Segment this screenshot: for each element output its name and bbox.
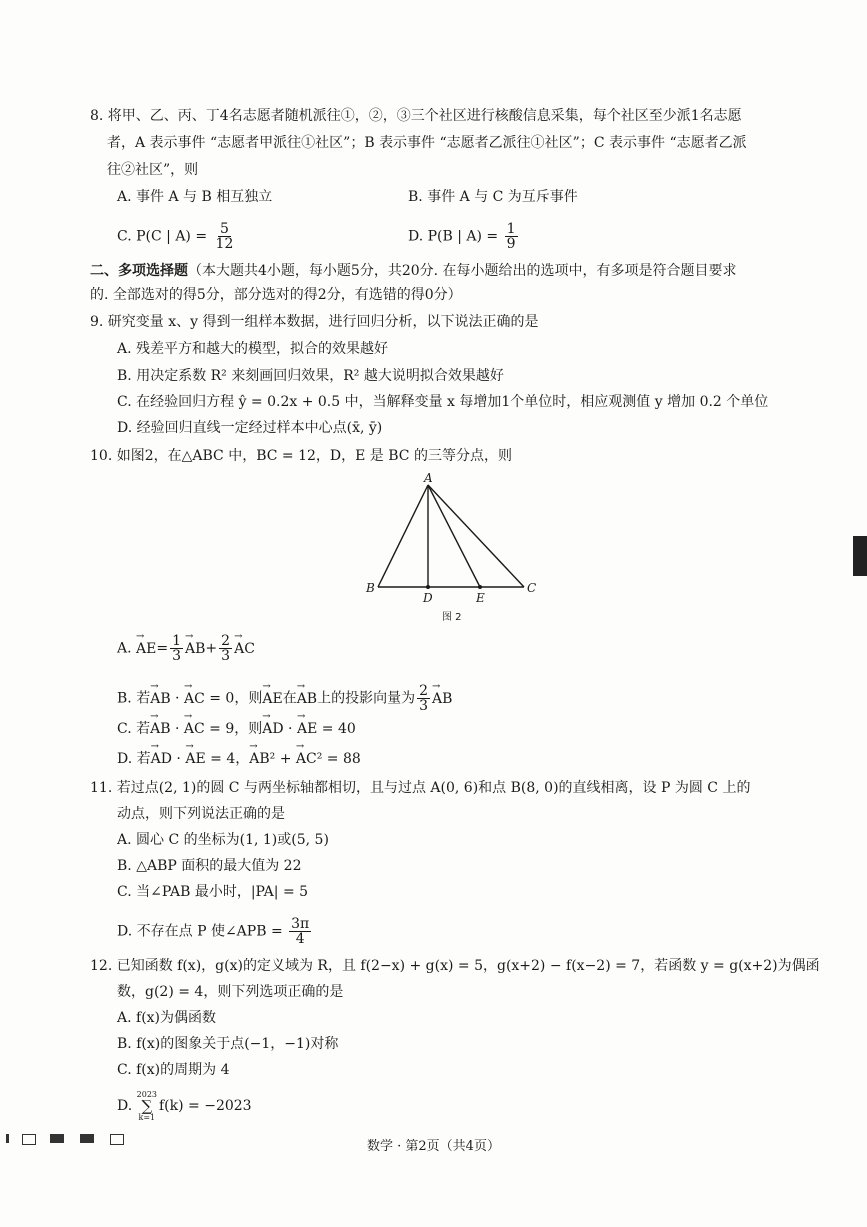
fraction-denominator: 9 — [506, 236, 516, 252]
vector-ab: → AB — [297, 689, 317, 709]
q12-option-a: A. f(x)为偶函数 — [117, 1010, 217, 1026]
plus-sign: + — [205, 640, 218, 657]
label-d: D — [423, 591, 433, 605]
q9-option-a: A. 残差平方和越大的模型，拟合的效果越好 — [117, 341, 389, 357]
q8-stem-line2: 者，A 表示事件 “志愿者甲派往①社区”；B 表示事件 “志愿者乙派往①社区”；C 表示事件 “志愿者乙派 — [107, 135, 747, 151]
text: = 4， — [205, 751, 250, 767]
q8-option-c — [117, 222, 237, 251]
label-c: C — [527, 581, 537, 595]
figure-caption: 图 2 — [442, 612, 462, 623]
fraction-denominator: 3 — [221, 648, 231, 664]
text: = 9，则 — [204, 721, 263, 737]
q8-option-d-prefix: D. P(B | A) = — [408, 228, 499, 245]
section-2-desc: （本大题共4小题，每小题5分，共20分. 在每小题给出的选项中，有多项是符合题目要求 — [188, 263, 737, 279]
section-2-heading-line2: 的. 全部选对的得5分，部分选对的得2分，有选错的得0分） — [90, 287, 462, 303]
q11-option-d — [117, 917, 313, 946]
q8-option-d-fraction — [505, 222, 518, 251]
q8-option-d — [408, 222, 520, 251]
fraction-numerator: 1 — [172, 633, 182, 649]
q8-stem-line3: 往②社区”，则 — [107, 162, 199, 178]
dot-operator: · — [170, 690, 184, 707]
q8-option-a: A. 事件 A 与 B 相互独立 — [117, 189, 273, 205]
side-ab — [378, 485, 428, 587]
q10-option-b — [117, 684, 452, 713]
fraction-denominator: 12 — [215, 236, 234, 252]
label-b: B — [366, 581, 375, 595]
text: D. 不存在点 P 使∠APB = — [117, 923, 283, 940]
equals-sign: = — [156, 640, 169, 657]
text: = 88 — [322, 751, 361, 767]
q12-option-c: C. f(x)的周期为 4 — [117, 1062, 230, 1078]
q9-option-c: C. 在经验回归方程 ŷ = 0.2x + 0.5 中，当解释变量 x 每增加1个单位时，相应观测值 y 增加 0.2 个单位 — [117, 394, 769, 410]
dot-operator: · — [283, 721, 297, 737]
q11-option-c: C. 当∠PAB 最小时，|PA| = 5 — [117, 884, 309, 900]
text: B. 若 — [117, 690, 151, 707]
fraction-denominator: 3 — [419, 698, 429, 714]
vector-ac: → AC — [184, 689, 205, 709]
q11-stem-line1: 11. 若过点(2, 1)的圆 C 与两坐标轴都相切，且与过点 A(0, 6)和点 B(8, 0)的直线相离，设 P 为圆 C 上的 — [90, 780, 751, 796]
q8-option-c-fraction — [214, 222, 236, 251]
vector-ab-squared: → AB² — [249, 749, 275, 769]
sigma-symbol: ∑ — [141, 1097, 153, 1115]
vector-ac-squared: → AC² — [296, 749, 322, 769]
label-e: E — [476, 591, 485, 605]
fraction-numerator: 2 — [221, 633, 231, 649]
plus-sign: + — [275, 751, 296, 767]
point-e — [478, 585, 482, 589]
vector-ae: → AE — [136, 639, 156, 659]
vector-ae: → AE — [297, 719, 317, 739]
page-number: 数学 · 第2页（共4页） — [367, 1139, 500, 1154]
q12-option-b: B. f(x)的图象关于点(−1，−1)对称 — [117, 1036, 339, 1052]
q8-option-b: B. 事件 A 与 C 为互斥事件 — [408, 189, 578, 205]
text: = 0，则 — [204, 690, 263, 707]
sum-upper-limit: 2023 — [136, 1090, 157, 1099]
vector-ae: → AE — [185, 749, 205, 769]
dot-operator: · — [171, 751, 186, 767]
text: = 40 — [317, 721, 356, 737]
point-d — [426, 585, 430, 589]
q10-option-c — [117, 719, 356, 739]
section-2-heading-line1 — [90, 261, 737, 281]
text: 上的投影向量为 — [317, 690, 416, 707]
fraction-numerator: 1 — [506, 221, 516, 237]
side-ac — [428, 485, 524, 587]
vector-ab: → AB — [185, 639, 205, 659]
vector-ab: → AB — [150, 719, 170, 739]
vector-ad: → AD — [151, 749, 172, 769]
q11-stem-line2: 动点，则下列说法正确的是 — [117, 806, 285, 822]
text: 在 — [282, 690, 297, 707]
q12-stem-line1: 12. 已知函数 f(x)，g(x)的定义域为 R，且 f(2−x) + g(x) = 5，g(x+2) − f(x−2) = 7，若函数 y = g(x+2)为偶函 — [90, 958, 820, 974]
q9-stem: 9. 研究变量 x、y 得到一组样本数据，进行回归分析，以下说法正确的是 — [90, 314, 539, 330]
fraction-denominator: 4 — [295, 931, 305, 947]
text: C. 若 — [117, 721, 151, 737]
fraction-numerator: 2 — [419, 683, 429, 699]
text: f(k) = −2023 — [159, 1098, 252, 1114]
fraction — [219, 634, 232, 663]
section-2-title: 二、多项选择题 — [90, 263, 188, 279]
q9-option-d: D. 经验回归直线一定经过样本中心点(x̄, ȳ) — [117, 420, 383, 436]
fraction-numerator: 3π — [291, 916, 310, 932]
fraction — [289, 917, 311, 946]
vector-ab: → AB — [432, 689, 452, 709]
text: D. 若 — [117, 751, 151, 767]
option-prefix: D. — [117, 1098, 133, 1114]
label-a: A — [424, 471, 433, 485]
triangle-figure — [360, 470, 540, 630]
summation — [137, 1090, 157, 1122]
vector-ac: → AC — [184, 719, 205, 739]
q12-option-d — [117, 1090, 252, 1122]
fraction — [417, 684, 430, 713]
option-prefix: A. — [117, 640, 132, 657]
q9-option-b: B. 用决定系数 R² 来刻画回归效果，R² 越大说明拟合效果越好 — [117, 368, 504, 384]
segment-ae — [428, 485, 480, 587]
q12-stem-line2: 数，g(2) = 4，则下列选项正确的是 — [117, 984, 344, 1000]
side-tab-mark — [853, 536, 867, 576]
fraction — [170, 634, 183, 663]
fraction-denominator: 3 — [172, 648, 182, 664]
q10-stem: 10. 如图2，在△ABC 中，BC = 12，D，E 是 BC 的三等分点，则 — [90, 448, 512, 464]
vector-ab: → AB — [150, 689, 170, 709]
vector-ae: → AE — [262, 689, 282, 709]
q10-option-a — [117, 634, 255, 663]
sum-lower-limit: k=1 — [138, 1113, 156, 1122]
q8-stem-line1: 8. 将甲、乙、丙、丁4名志愿者随机派往①，②，③三个社区进行核酸信息采集，每个社区至少派1名志愿 — [90, 108, 742, 124]
q11-option-b: B. △ABP 面积的最大值为 22 — [117, 858, 302, 874]
fraction-numerator: 5 — [219, 221, 229, 237]
q11-option-a: A. 圆心 C 的坐标为(1, 1)或(5, 5) — [117, 832, 329, 848]
q10-option-d — [117, 749, 361, 769]
vector-ad: → AD — [262, 719, 283, 739]
q8-option-c-prefix: C. P(C | A) = — [117, 228, 208, 245]
dot-operator: · — [170, 721, 184, 737]
vector-ac: → AC — [234, 639, 255, 659]
